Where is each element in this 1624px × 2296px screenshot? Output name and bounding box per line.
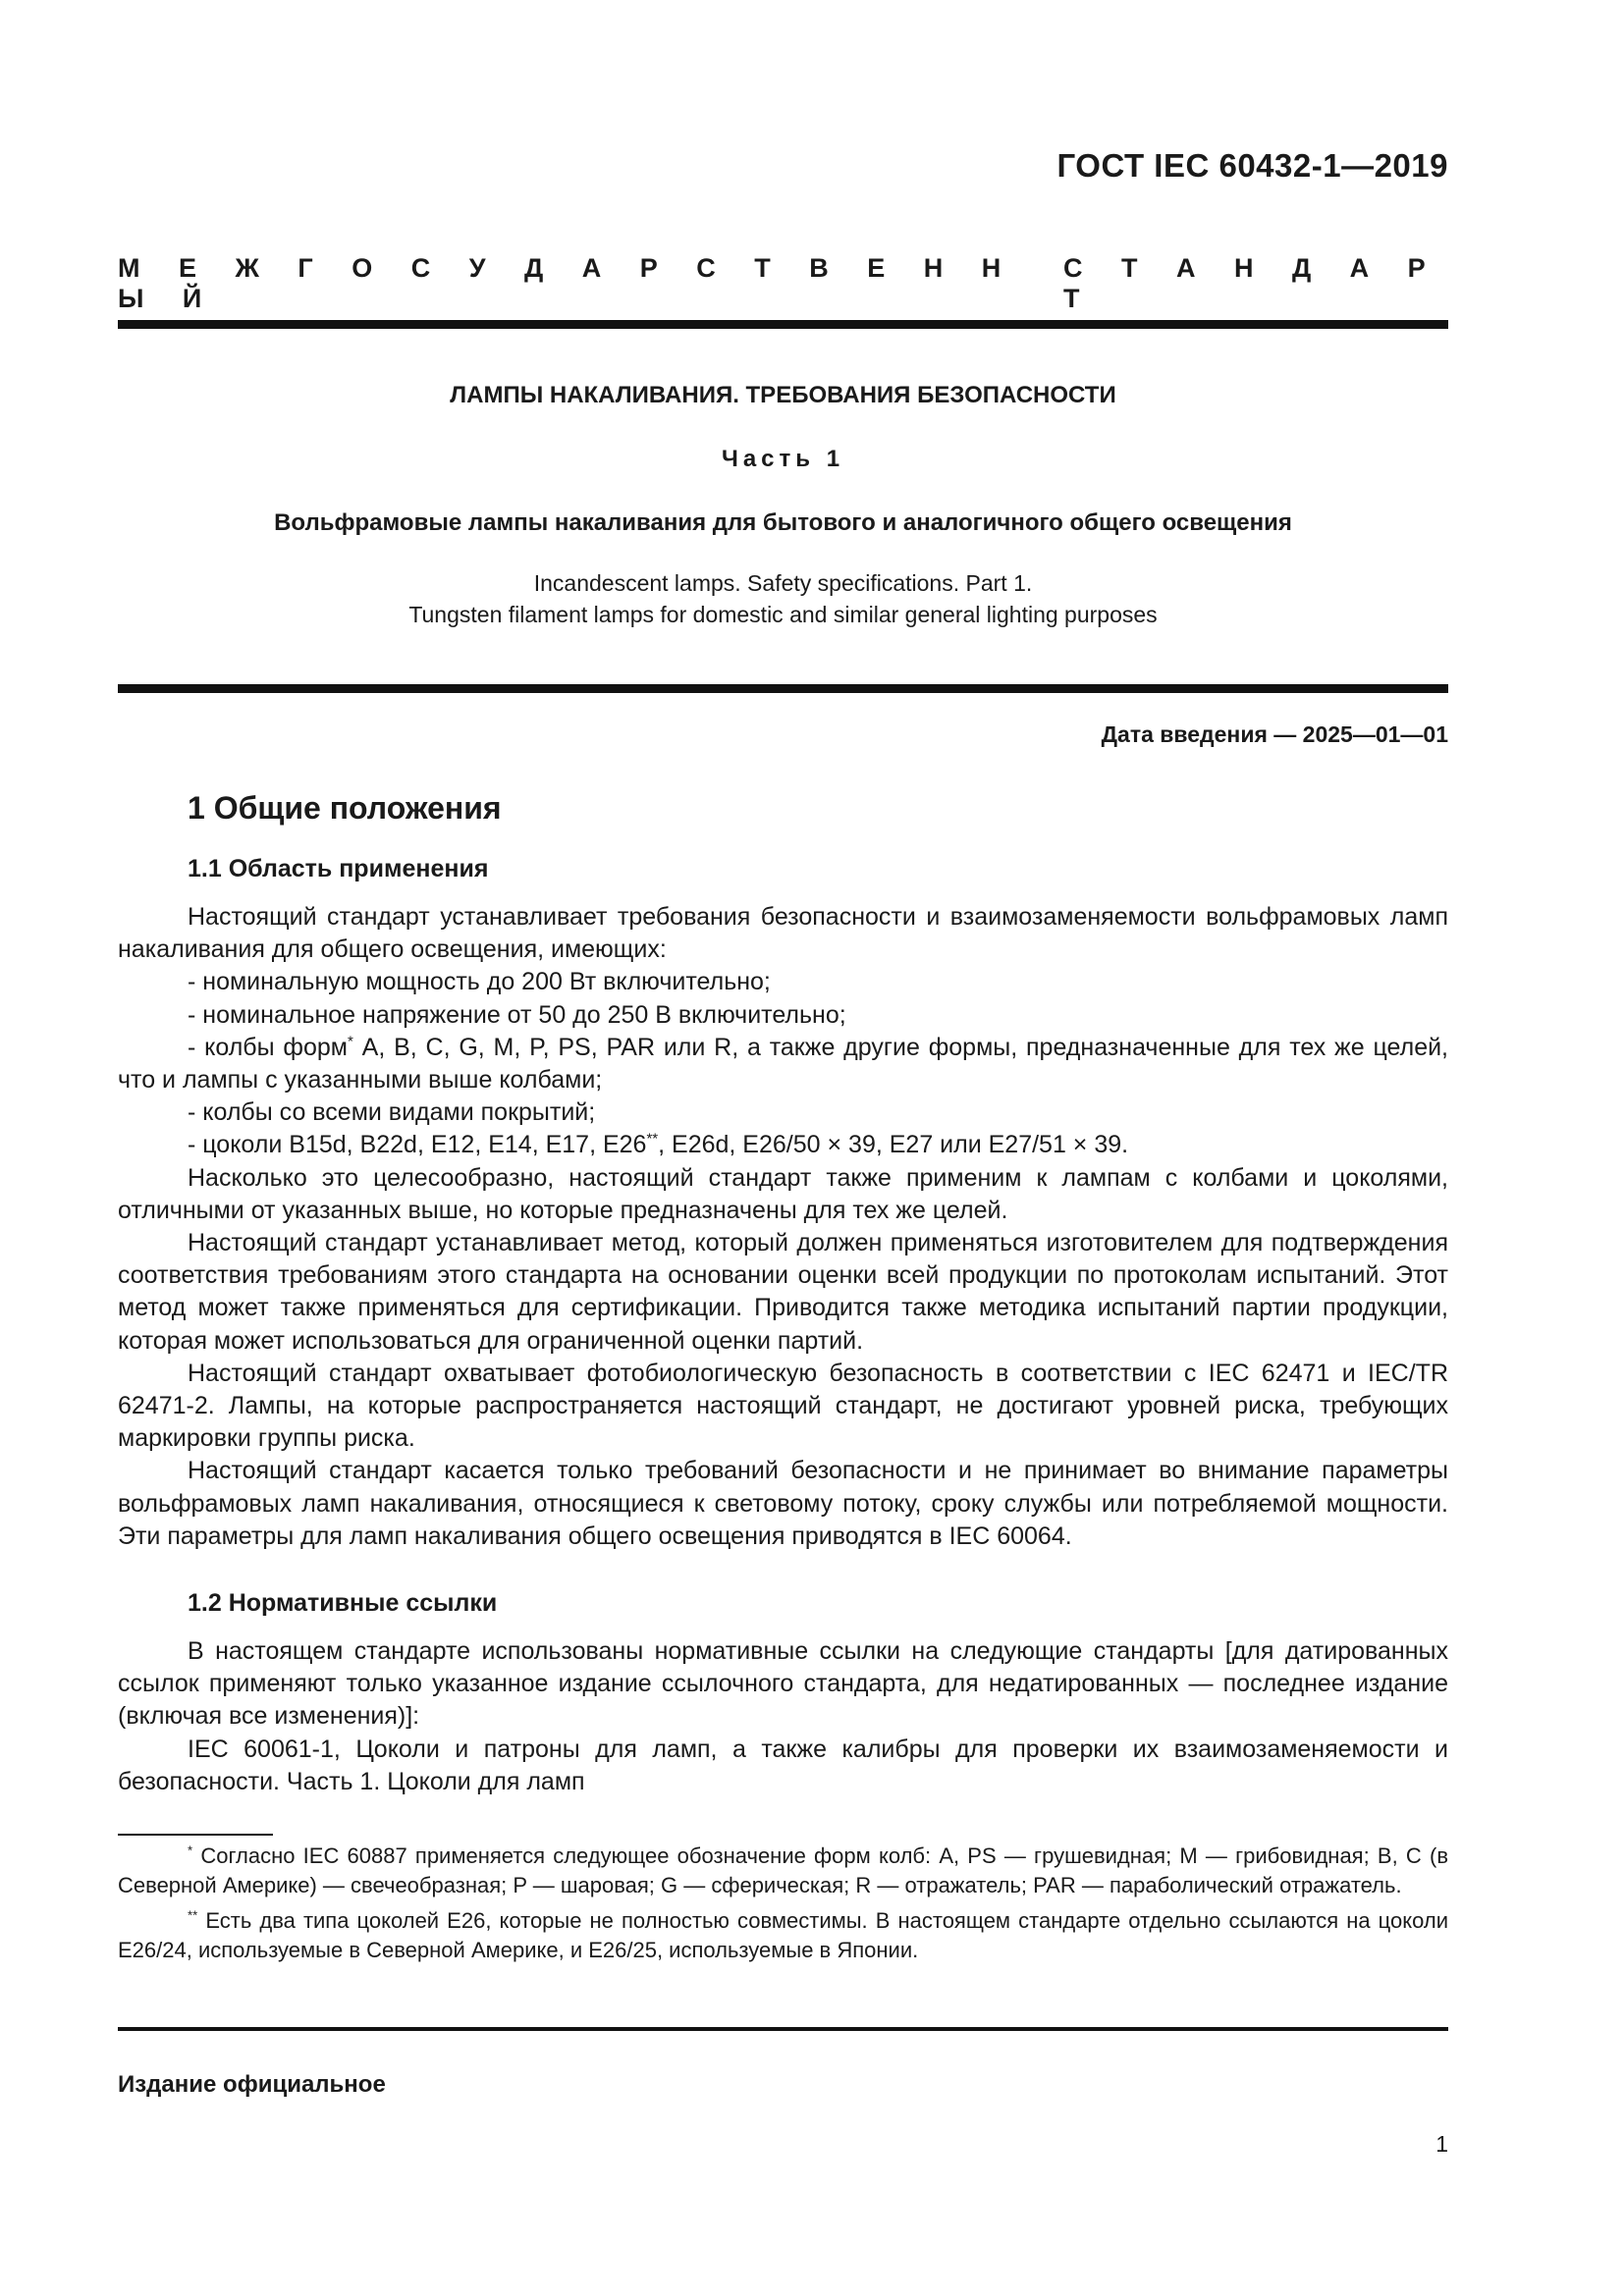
footnote-marker: * [347,1033,353,1050]
title-rule [118,684,1448,693]
footnote [118,1906,1448,1965]
footnote-text: Согласно IEC 60887 применяется следующее обозначение форм колб: A, PS — грушевидная; M — грибовидная; B, C (в Северной Америке) — свечеобразная; P — шаровая; G — сферическая; R — отражатель; PAR — параболический отражатель. [118,1843,1448,1897]
footer-rule [118,2027,1448,2031]
document-title: ЛАМПЫ НАКАЛИВАНИЯ. ТРЕБОВАНИЯ БЕЗОПАСНОСТИ [450,382,1116,408]
introduction-date: Дата введения — 2025—01—01 [1101,721,1448,747]
english-title-line-2: Tungsten filament lamps for domestic and similar general lighting purposes [408,602,1158,627]
list-item-text: A, B, C, G, M, P, PS, PAR или R, а также другие формы, предназначенные для тех же целей, что и лампы с указанными выше колбами; [118,1033,1449,1095]
banner-interstate: М Е Ж Г О С У Д А Р С Т В Е Н Н Ы Й [118,253,1017,313]
footnote-separator [118,1834,273,1836]
scope-paragraph: Настоящий стандарт устанавливает требования безопасности и взаимозаменяемости вольфрамовых ламп накаливания для общего освещения, имеющих: [118,903,1448,964]
scope-paragraph: Настоящий стандарт устанавливает метод, который должен применяться изготовителем для подтверждения соответствия требованиям этого стандарта на основании оценки всей продукции по протоколам испытаний. Этот метод может также применяться для сертификации. Приводится также методика испытаний партии продукции, которая может использоваться для ограниченной оценки партий. [118,1229,1448,1355]
list-item-text: - колбы форм [188,1033,348,1061]
footnote-marker: * [188,1842,193,1858]
list-item-text: , E26d, E26/50 × 39, E27 или E27/51 × 39. [658,1131,1129,1159]
references-paragraph: IEC 60061-1, Цоколи и патроны для ламп, а также калибры для проверки их взаимозаменяемости и безопасности. Часть 1. Цоколи для ламп [118,1735,1448,1795]
subsection-heading-scope: 1.1 Область применения [188,855,489,882]
header-rule [118,320,1448,329]
list-item: - колбы со всеми видами покрытий; [188,1098,596,1127]
banner-standard: С Т А Н Д А Р Т [1062,253,1441,313]
english-title-line-1: Incandescent lamps. Safety specifications. Part 1. [533,570,1033,596]
references-body [118,1635,1448,1798]
footnotes [118,1842,1448,1965]
document-subtitle: Вольфрамовые лампы накаливания для бытового и аналогичного общего освещения [274,509,1292,536]
scope-paragraph: Настоящий стандарт касается только требований безопасности и не принимает во внимание параметры вольфрамовых ламп накаливания, относящиеся к световому потоку, сроку службы или потребляемой мощности. Эти параметры для ламп накаливания общего освещения приводятся в IEC 60064. [118,1457,1448,1550]
references-paragraph: В настоящем стандарте использованы нормативные ссылки на следующие стандарты [для датированных ссылок применяют только указанное издание ссылочного стандарта, для недатированных — последнее издание (включая все изменения)]: [118,1637,1448,1731]
page-number: 1 [1435,2131,1448,2157]
list-item-text: - цоколи B15d, B22d, E12, E14, E17, E26 [188,1131,647,1159]
footnote [118,1842,1448,1900]
list-item: - номинальную мощность до 200 Вт включительно; [188,968,771,996]
list-item [118,1129,1448,1161]
scope-paragraph: Насколько это целесообразно, настоящий стандарт также применим к лампам с колбами и цоколями, отличными от указанных выше, но которые предназначены для тех же целей. [118,1163,1448,1224]
list-item: - номинальное напряжение от 50 до 250 В включительно; [188,1000,846,1029]
edition-label: Издание официальное [118,2071,386,2098]
list-item [118,1032,1448,1096]
part-label: Часть 1 [721,446,845,472]
footnote-text: Есть два типа цоколей E26, которые не полностью совместимы. В настоящем стандарте отдельно ссылаются на цоколи E26/24, используемые в Северной Америке, и E26/25, используемые в Японии. [118,1908,1448,1962]
footnote-marker: ** [188,1907,198,1923]
section-heading: 1 Общие положения [188,790,502,826]
footnote-marker: ** [646,1131,659,1148]
standard-banner [118,253,1448,314]
scope-paragraph: Настоящий стандарт охватывает фотобиологическую безопасность в соответствии с IEC 62471 и IEC/TR 62471-2. Лампы, на которые распространяется настоящий стандарт, не достигают уровней риска, требующих маркировки группы риска. [118,1359,1448,1453]
scope-body [118,901,1448,1553]
subsection-heading-references: 1.2 Нормативные ссылки [188,1589,498,1617]
document-number: ГОСТ IEC 60432-1—2019 [1056,147,1448,184]
